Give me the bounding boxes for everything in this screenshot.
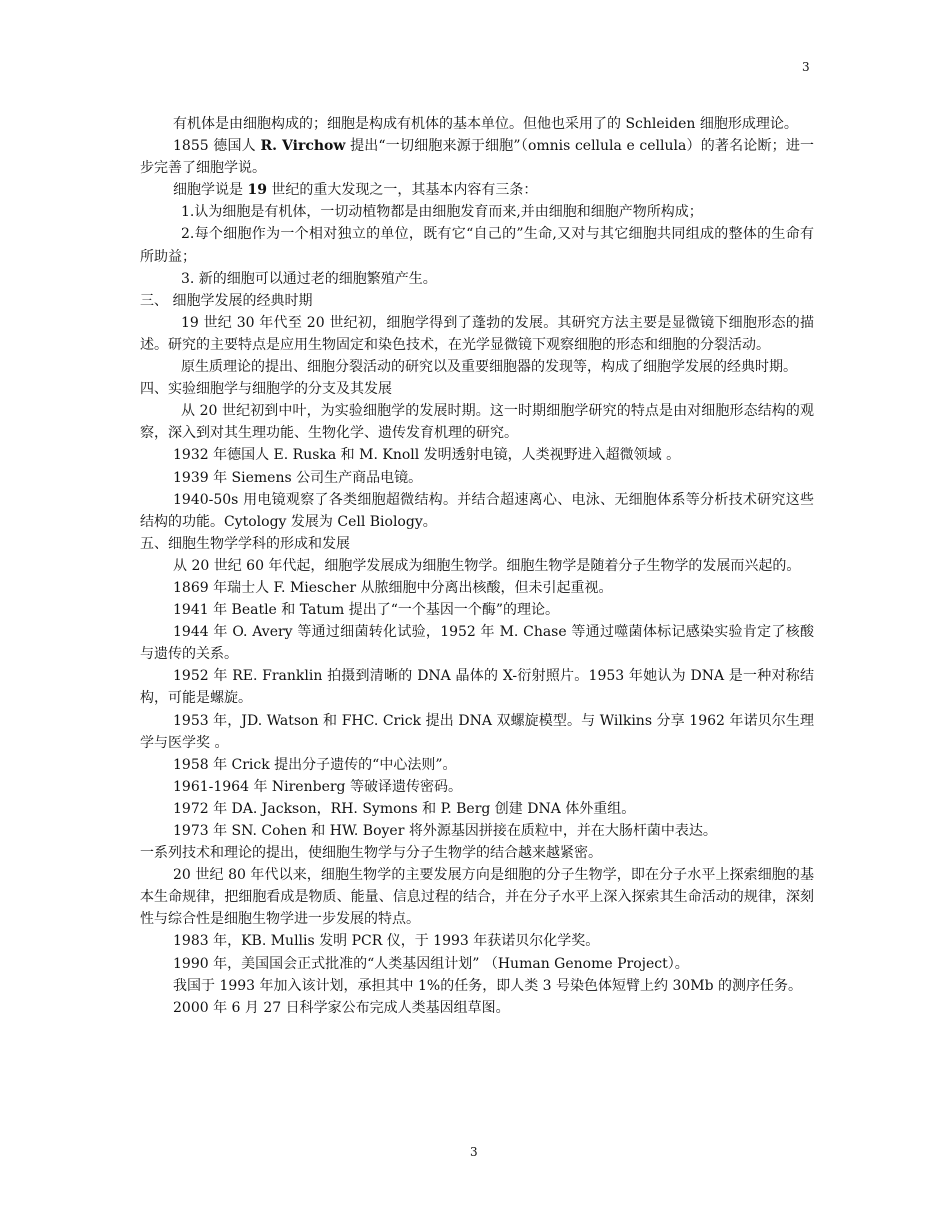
paragraph-1990-hgp: 1990 年，美国国会正式批准的“人类基因组计划” （Human Genome Project）。 [173, 955, 689, 972]
paragraph-organism-cells: 有机体是由细胞构成的；细胞是构成有机体的基本单位。但他也采用了的 Schleiden 细胞形成理论。 [173, 116, 798, 132]
virchow-prefix: 1855 德国人 [173, 138, 261, 155]
paragraph-1961-nirenberg: 1961-1964 年 Nirenberg 等破译遗传密码。 [173, 778, 462, 795]
paragraph-1941-beatle: 1941 年 Beatle 和 Tatum 提出了“一个基因一个酶”的理论。 [173, 602, 560, 619]
paragraph-classic-period: 19 世纪 30 年代至 20 世纪初，细胞学得到了蓬勃的发展。其研究方法主要是显微镜下细胞形态的描述。研究的主要特点是应用生物固定和染色技术，在光学显微镜下观察细胞的形态和细胞的分裂活动。 [140, 314, 814, 353]
paragraph-1980s: 20 世纪 80 年代以来，细胞生物学的主要发展方向是细胞的分子生物学，即在分子水平上探索细胞的基本生命规律，把细胞看成是物质、能量、信息过程的结合，并在分子水平上深入探索其生命活动的规律，深刻性与综合性是细胞生物学进一步发展的特点。 [140, 867, 814, 928]
paragraph-1972-jackson: 1972 年 DA. Jackson，RH. Symons 和 P. Berg 创建 DNA 体外重组。 [173, 800, 636, 817]
virchow-name: R. Virchow [260, 138, 346, 155]
paragraph-protoplasm-theory: 原生质理论的提出、细胞分裂活动的研究以及重要细胞器的发现等，构成了细胞学发展的经典时期。 [181, 359, 797, 376]
paragraph-1940-50s: 1940-50s 用电镜观察了各类细胞超微结构。并结合超速离心、电泳、无细胞体系等分析技术研究这些结构的功能。Cytology 发展为 Cell Biology。 [140, 491, 814, 530]
paragraph-1944-avery: 1944 年 O. Avery 等通过细菌转化试验，1952 年 M. Chase 等通过噬菌体标记感染实验肯定了核酸与遗传的关系。 [140, 624, 814, 663]
cell-theory-suffix: 世纪的重大发现之一，其基本内容有三条： [266, 182, 538, 199]
paragraph-experimental-cytology: 从 20 世纪初到中叶，为实验细胞学的发展时期。这一时期细胞学研究的特点是由对细胞形态结构的观察，深入到对其生理功能、生物化学、遗传发育机理的研究。 [140, 403, 814, 442]
section-heading-4: 四、实验细胞学与细胞学的分支及其发展 [140, 381, 392, 398]
page-number-bottom: 3 [470, 1145, 478, 1159]
paragraph-1953-watson: 1953 年，JD. Watson 和 FHC. Crick 提出 DNA 双螺旋模型。与 Wilkins 分享 1962 年诺贝尔生理学与医学奖 。 [140, 712, 814, 751]
paragraph-1869-miescher: 1869 年瑞士人 F. Miescher 从脓细胞中分离出核酸，但未引起重视。 [173, 579, 613, 596]
paragraph-china-1993: 我国于 1993 年加入该计划，承担其中 1%的任务，即人类 3 号染色体短臂上约 30Mb 的测序任务。 [173, 977, 803, 994]
paragraph-1939-siemens: 1939 年 Siemens 公司生产商品电镜。 [173, 469, 423, 486]
section-heading-3: 三、 细胞学发展的经典时期 [140, 292, 313, 309]
paragraph-cell-theory-intro [140, 179, 814, 201]
list-item-1: 1.认为细胞是有机体，一切动植物都是由细胞发育而来,并由细胞和细胞产物所构成； [181, 204, 703, 221]
cell-theory-century: 19 [247, 182, 267, 199]
paragraph-combination: 一系列技术和理论的提出，使细胞生物学与分子生物学的结合越来越紧密。 [140, 845, 602, 862]
paragraph-1932-ruska: 1932 年德国人 E. Ruska 和 M. Knoll 发明透射电镜，人类视野进入超微领域 。 [173, 447, 681, 464]
page-number-top: 3 [802, 60, 810, 74]
document-body [140, 113, 814, 1019]
cell-theory-prefix: 细胞学说是 [173, 182, 248, 199]
virchow-suffix: 提出“一切细胞来源于细胞”（omnis cellula e cellula）的著名论断；进一步完善了细胞学说。 [140, 138, 814, 177]
paragraph-1983-mullis: 1983 年，KB. Mullis 发明 PCR 仪，于 1993 年获诺贝尔化学奖。 [173, 933, 600, 950]
paragraph-2000-draft: 2000 年 6 月 27 日科学家公布完成人类基因组草图。 [173, 999, 510, 1016]
paragraph-1958-crick: 1958 年 Crick 提出分子遗传的“中心法则”。 [173, 756, 457, 773]
list-item-2: 2.每个细胞作为一个相对独立的单位，既有它“自己的”生命,又对与其它细胞共同组成的整体的生命有所助益； [140, 226, 814, 265]
paragraph-1952-franklin: 1952 年 RE. Franklin 拍摄到清晰的 DNA 晶体的 X-衍射照片。1953 年她认为 DNA 是一种对称结构，可能是螺旋。 [140, 668, 814, 707]
list-item-3: 3. 新的细胞可以通过老的细胞繁殖产生。 [181, 270, 437, 287]
paragraph-1960s: 从 20 世纪 60 年代起，细胞学发展成为细胞生物学。细胞生物学是随着分子生物学的发展而兴起的。 [173, 557, 801, 574]
paragraph-virchow [140, 135, 814, 179]
paragraph-1973-cohen: 1973 年 SN. Cohen 和 HW. Boyer 将外源基因拼接在质粒中，并在大肠杆菌中表达。 [173, 823, 717, 839]
section-heading-5: 五、细胞生物学学科的形成和发展 [140, 535, 350, 552]
